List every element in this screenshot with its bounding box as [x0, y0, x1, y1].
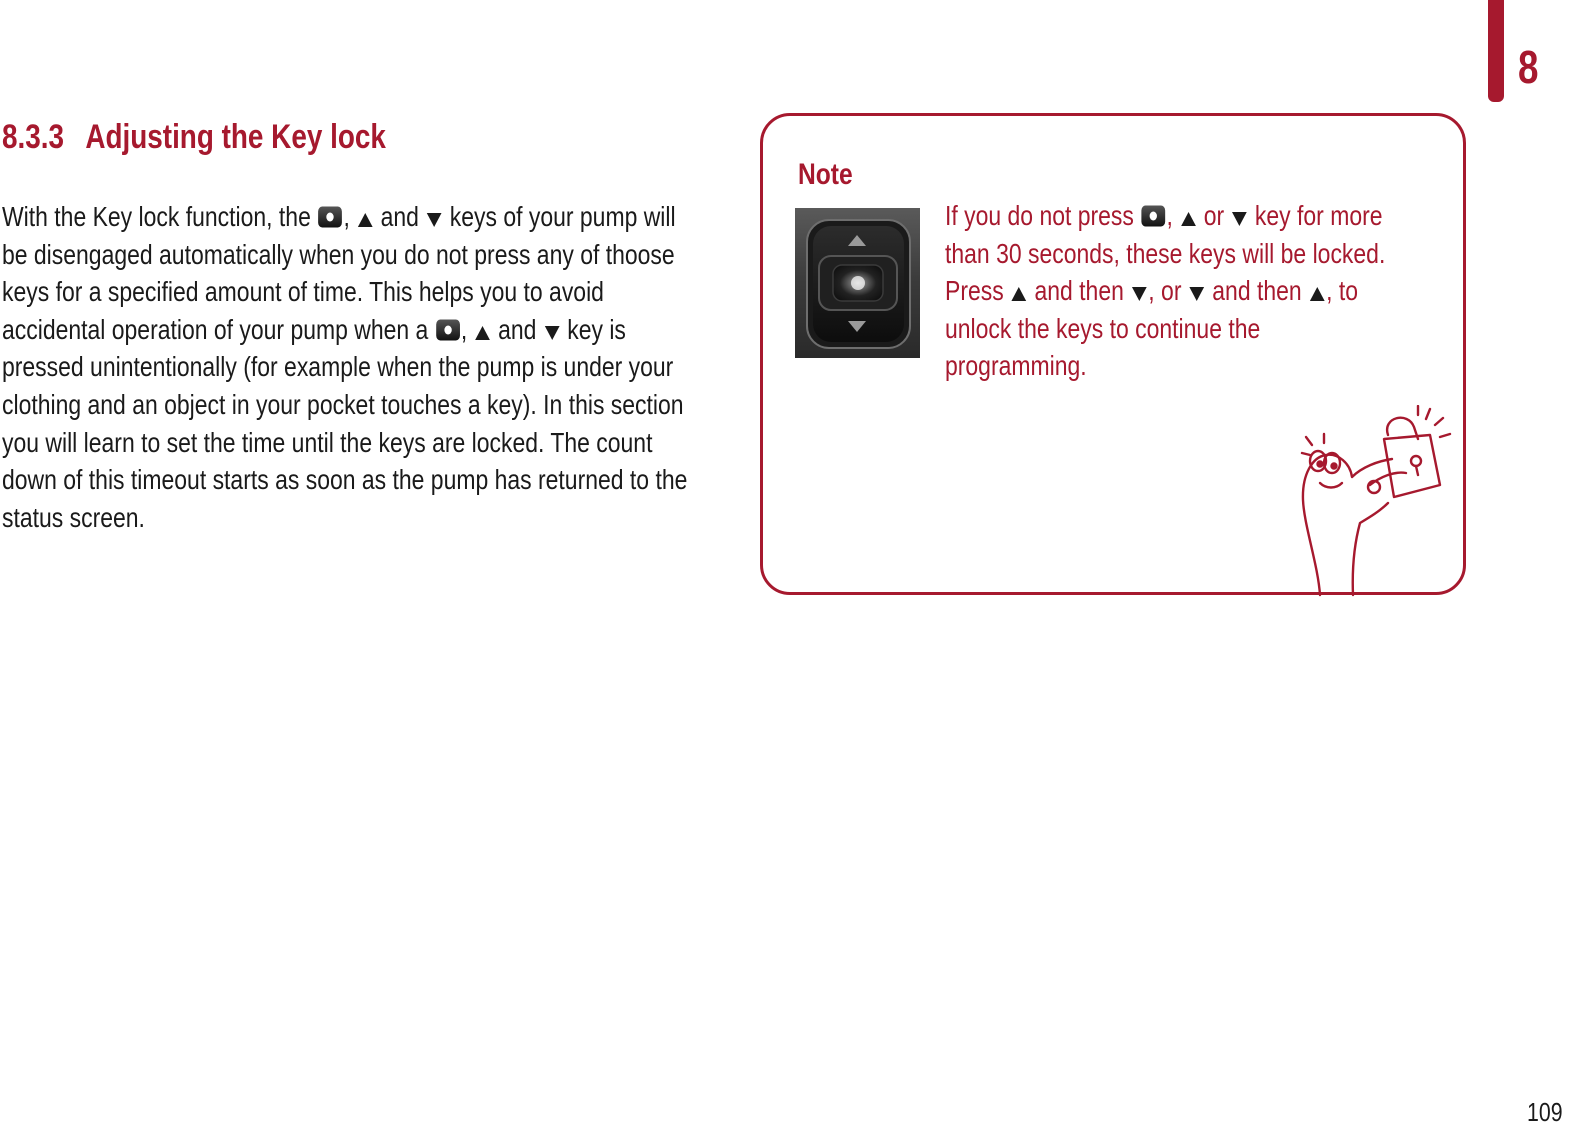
body-text-segment: With the Key lock function, the	[2, 201, 311, 232]
section-title: Adjusting the Key lock	[85, 118, 386, 156]
note-title: Note	[798, 158, 853, 191]
section-number: 8.3.3	[2, 118, 65, 156]
note-paragraph-2	[945, 272, 1404, 385]
chapter-number: 8	[1518, 41, 1539, 93]
section-heading	[2, 118, 386, 157]
body-text-segment: and	[380, 201, 419, 232]
up-arrow-key-icon	[475, 325, 491, 341]
down-arrow-key-icon	[426, 212, 442, 228]
note-paragraph-1	[945, 197, 1404, 272]
note-text-segment: or	[1203, 200, 1225, 231]
note-text-segment: and then	[1034, 275, 1124, 307]
body-text-segment: key is pressed unintentionally (for example when the pump is under your clothing and an object in your pocket touches a key). In this section you will learn to set the time until the keys are locked. The count down of this timeout starts as soon as the pump has returned to the status screen.	[2, 313, 688, 533]
body-paragraph	[2, 198, 699, 536]
ok-key-icon	[318, 206, 343, 228]
up-arrow-key-icon	[1309, 286, 1325, 302]
mascot-lock-illustration	[1290, 405, 1455, 600]
pump-keypad-photo	[795, 208, 920, 358]
note-text-segment: Press	[945, 275, 1004, 307]
note-text-segment: key for more than 30 seconds, these keys will be locked.	[945, 200, 1386, 269]
up-arrow-key-icon	[1011, 286, 1027, 302]
body-text-segment: ,	[460, 313, 468, 345]
ok-key-icon	[436, 319, 461, 341]
up-arrow-key-icon	[357, 212, 373, 228]
body-text-segment: keys of your pump will be disengaged automatically when you do not press any of thoose keys for a specified amount of time. This helps you to avoid accidental operation of your pump when a	[2, 201, 676, 345]
up-arrow-key-icon	[1180, 211, 1196, 227]
note-text-segment: If you do not press	[945, 200, 1134, 231]
note-text-segment: ,	[1166, 200, 1173, 231]
ok-key-icon	[1141, 205, 1166, 227]
down-arrow-key-icon	[1231, 211, 1247, 227]
body-text-segment: ,	[343, 201, 350, 232]
chapter-tab-bar	[1488, 0, 1504, 102]
down-arrow-key-icon	[1189, 286, 1205, 302]
note-text	[945, 197, 1404, 385]
down-arrow-key-icon	[1131, 286, 1147, 302]
note-text-segment: , to unlock the keys to continue the programming.	[945, 275, 1358, 382]
page-number: 109	[1527, 1097, 1563, 1127]
down-arrow-key-icon	[544, 325, 560, 341]
note-text-segment: , or	[1148, 275, 1182, 307]
body-text-segment: and	[498, 313, 537, 345]
note-text-segment: and then	[1212, 275, 1302, 307]
